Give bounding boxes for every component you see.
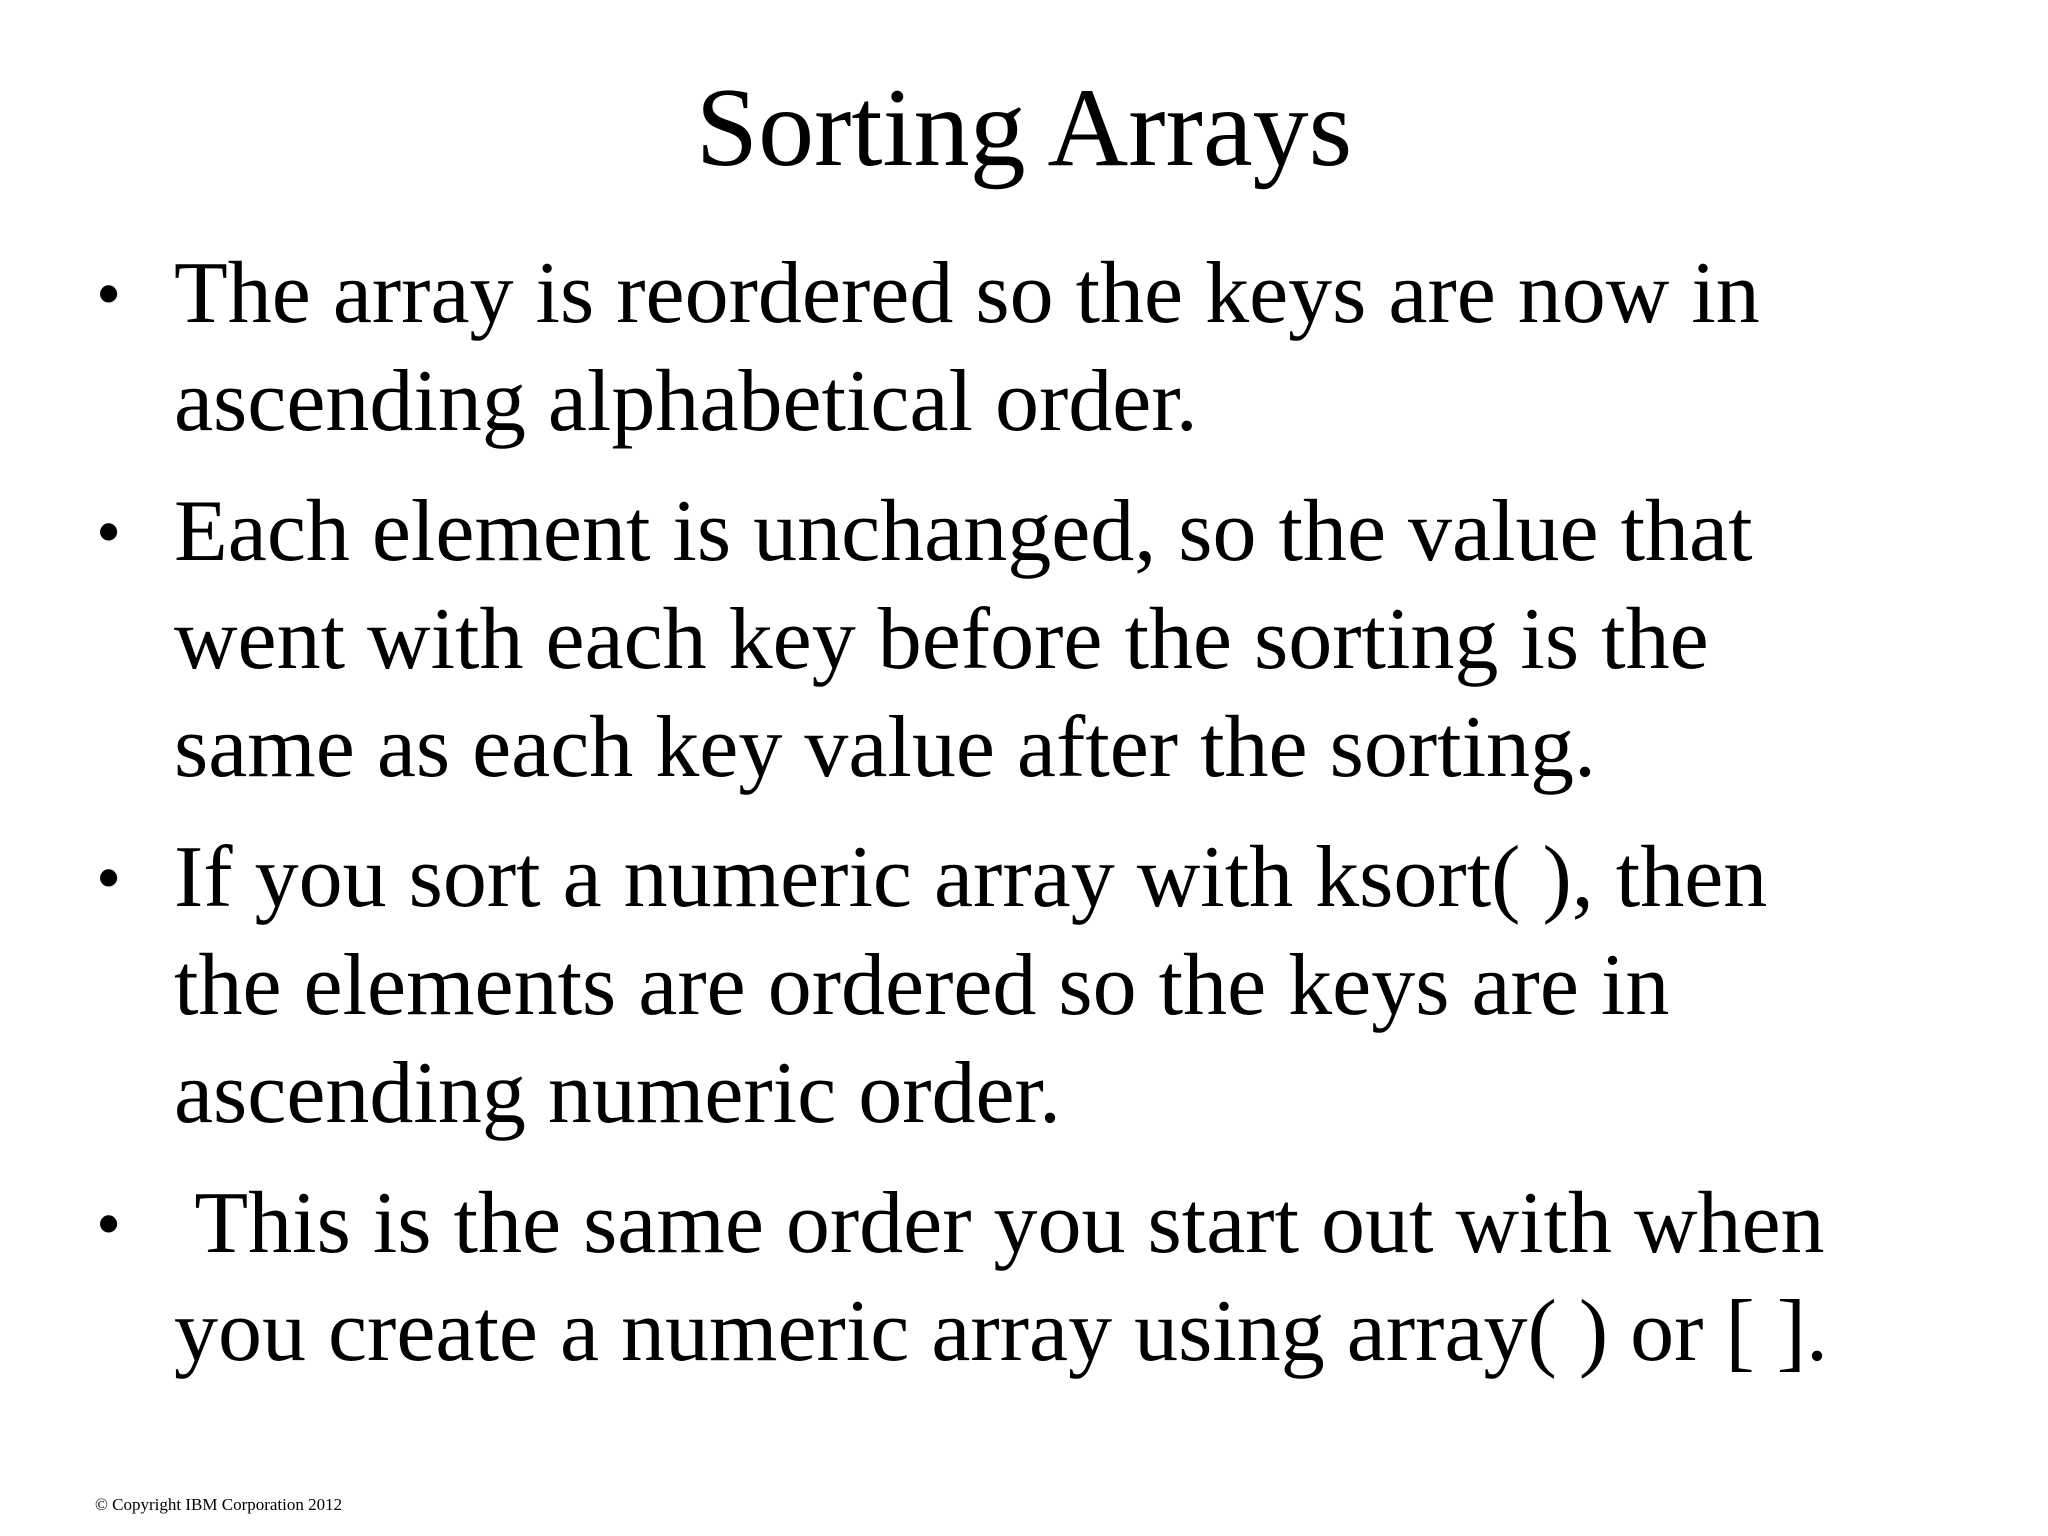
bullet-line: you create a numeric array using array( ) or [ ]. — [174, 1283, 1829, 1380]
copyright-notice: © Copyright IBM Corporation 2012 — [95, 1495, 343, 1514]
bullet-line: ascending numeric order. — [174, 1045, 1062, 1142]
bullet-line: the elements are ordered so the keys are in — [174, 937, 1670, 1034]
bullet-line: ascending alphabetical order. — [174, 353, 1198, 450]
bullet-line: If you sort a numeric array with ksort( ), then — [174, 829, 1768, 926]
bullet-item — [96, 478, 1996, 802]
bullet-item — [96, 824, 1996, 1148]
bullet-item — [96, 1170, 1996, 1386]
bullet-line: Each element is unchanged, so the value that — [174, 483, 1753, 580]
bullet-line: went with each key before the sorting is the — [174, 591, 1709, 688]
bullet-line: The array is reordered so the keys are now in — [174, 245, 1760, 342]
bullet-dot-icon: • — [96, 838, 122, 918]
bullet-item — [96, 240, 1996, 456]
bullet-line: This is the same order you start out with when — [174, 1175, 1825, 1272]
slide-title: Sorting Arrays — [695, 66, 1353, 190]
bullet-line: same as each key value after the sorting. — [174, 699, 1597, 796]
bullet-dot-icon: • — [96, 492, 122, 572]
bullet-dot-icon: • — [96, 1184, 122, 1264]
bullet-dot-icon: • — [96, 254, 122, 334]
bullet-list — [96, 240, 1996, 1386]
